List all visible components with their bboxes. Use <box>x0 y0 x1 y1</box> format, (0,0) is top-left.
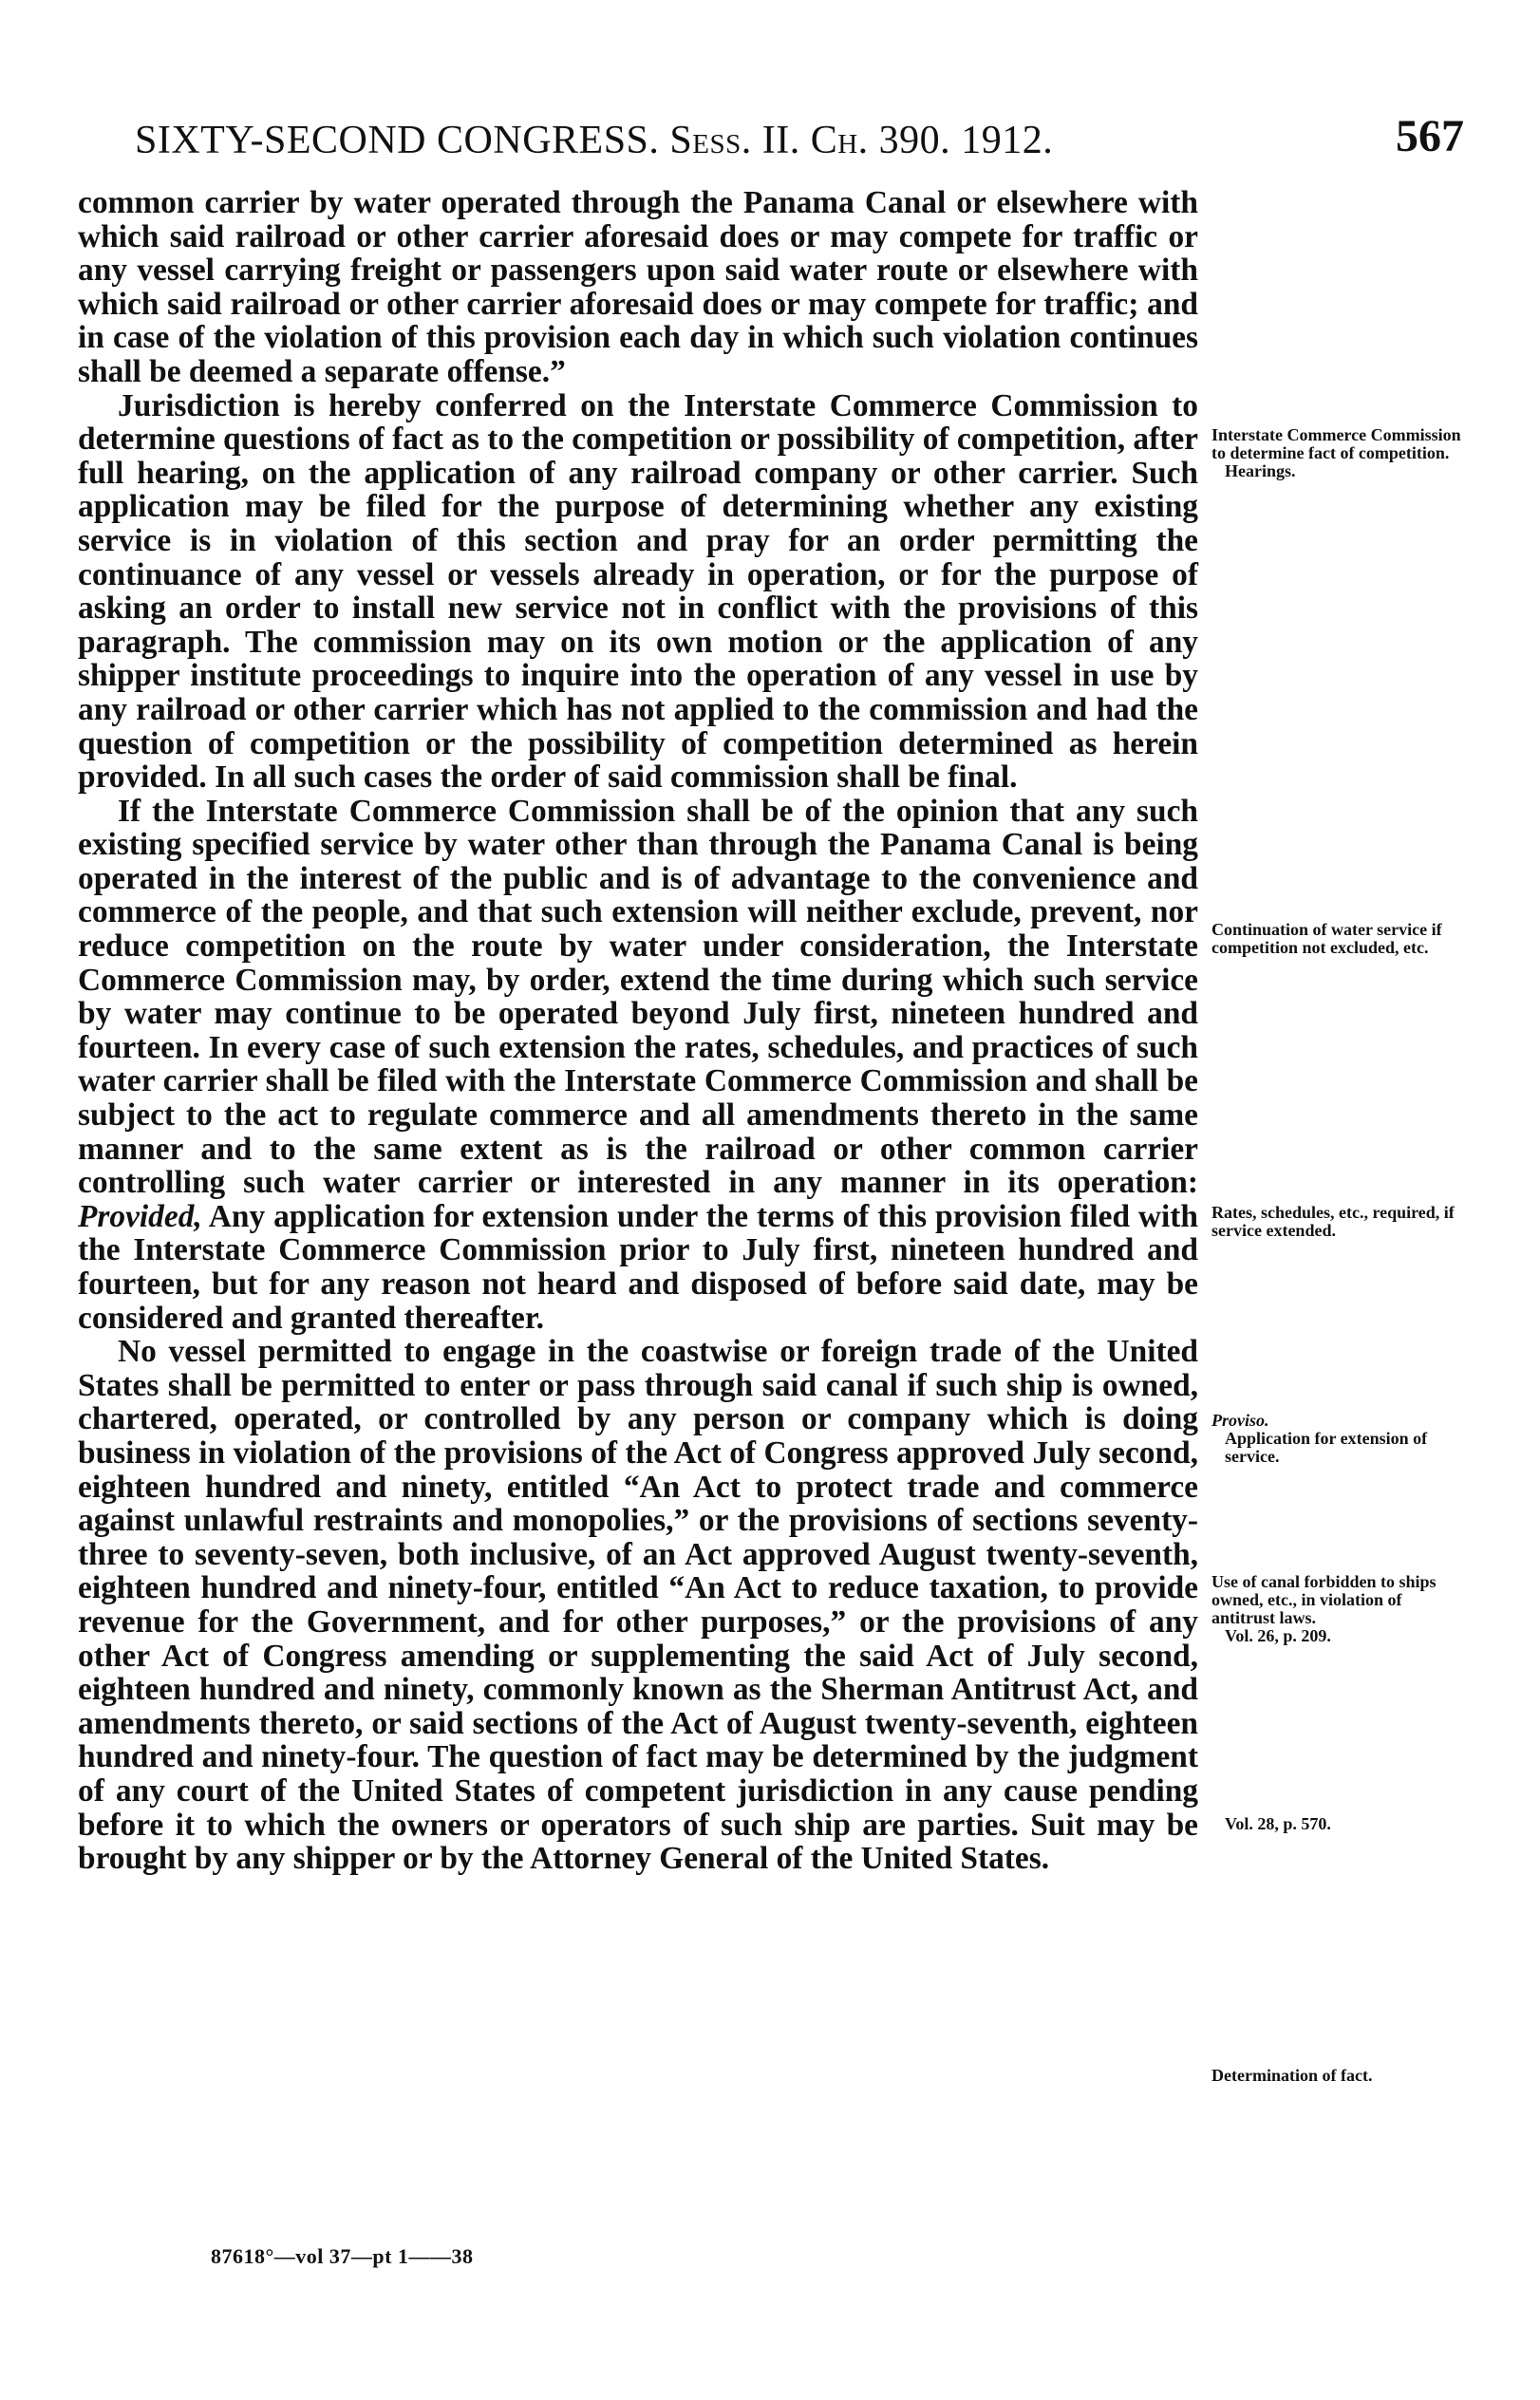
vol26-reference: Vol. 26, p. 209. <box>1225 1626 1331 1645</box>
proviso-text: Any application for extension under the terms of this provision filed with the Interstate Commerce Commission prior to July first, nineteen hundred and fourteen, but for any reason not heard and disposed of before said date, may be considered and granted thereafter. <box>78 1198 1198 1336</box>
chapter-label: Ch. 390. <box>810 119 951 162</box>
margin-note-proviso <box>1211 1412 1463 1466</box>
paragraph-antitrust: No vessel permitted to engage in the coastwise or foreign trade of the United States shall be permitted to enter or pass through said canal if such ship is owned, chartered, operated, or controlled by any person or company which is doing business in violation of the provisions of the Act of Congress approved July second, eighteen hundred and ninety, entitled “An Act to protect trade and commerce against unlawful restraints and monopolies,” or the provisions of sections seventy-three to seventy-seven, both inclusive, of an Act approved August twenty-seventh, eighteen hundred and ninety-four, entitled “An Act to reduce taxation, to provide revenue for the Government, and for other purposes,” or the provisions of any other Act of Congress amending or supplementing the said Act of July second, eighteen hundred and ninety, commonly known as the Sherman Antitrust Act, and amendments thereto, or said sections of the Act of August twenty-seventh, eighteen hundred and ninety-four. The question of fact may be determined by the judgment of any court of the United States of competent jurisdiction in any cause pending before it to which the owners or operators of such ship are parties. Suit may be brought by any shipper or by the Attorney General of the United States. <box>78 1334 1198 1877</box>
paragraph-continuation: common carrier by water operated through the Panama Canal or elsewhere with which said railroad or other carrier aforesaid does or may compete for traffic or any vessel carrying freight or passengers upon said water route or elsewhere with which said railroad or other carrier aforesaid does or may compete for traffic; and in case of the violation of this provision each day in which such violation continues shall be deemed a separate offense.” <box>78 185 1198 389</box>
extension-text: If the Interstate Commerce Commission shall be of the opinion that any such existing specified service by water other than through the Panama Canal is being operated in the interest of the public and is of advantage to the convenience and commerce of the people, and that such extension will neither exclude, prevent, nor reduce competition on the route by water under consideration, the Interstate Commerce Commission may, by order, extend the time during which such service by water may continue to be operated beyond July first, nineteen hundred and fourteen. In every case of such extension the rates, schedules, and practices of such water carrier shall be filed with the Interstate Commerce Commission and shall be subject to the act to regulate commerce and all amendments thereto in the same manner and to the same extent as is the railroad or other common carrier controlling such water carrier or interested in any manner in its operation: <box>78 793 1198 1201</box>
running-header <box>135 112 1464 169</box>
print-signature: 87618°—vol 37—pt 1——38 <box>211 2244 474 2268</box>
proviso-note: Application for extension of service. <box>1225 1429 1428 1466</box>
page-number: 567 <box>1396 111 1464 161</box>
margin-note-icc <box>1211 426 1463 480</box>
proviso-word: Provided, <box>78 1198 202 1234</box>
vol28-reference: Vol. 28, p. 570. <box>1225 1814 1331 1833</box>
proviso-label: Proviso. <box>1211 1411 1269 1430</box>
margin-note-hearings: Hearings. <box>1225 461 1296 480</box>
margin-note-continuation: Continuation of water service if competition not excluded, etc. <box>1211 920 1442 957</box>
paragraph-extension <box>78 795 1198 1336</box>
margin-note-icc-text: Interstate Commerce Commission to determine fact of competition. <box>1211 425 1461 462</box>
congress-name: SIXTY-SECOND CONGRESS. <box>135 119 660 162</box>
margin-note-canal-use <box>1211 1573 1463 1645</box>
margin-note-rates: Rates, schedules, etc., required, if service extended. <box>1211 1203 1455 1240</box>
canal-use-text: Use of canal forbidden to ships owned, etc., in violation of antitrust laws. <box>1211 1572 1437 1627</box>
statute-text <box>78 186 1198 1876</box>
margin-note-determination: Determination of fact. <box>1211 2066 1373 2085</box>
session-label: Sess. II. <box>669 119 800 162</box>
paragraph-jurisdiction: Jurisdiction is hereby conferred on the Interstate Commerce Commission to determine questions of fact as to the competition or possibility of competition, after full hearing, on the application of any railroad company or other carrier. Such application may be filed for the purpose of determining whether any existing service is in violation of this section and pray for an order permitting the continuance of any vessel or vessels already in operation, or for the purpose of asking an order to install new service not in conflict with the provisions of this paragraph. The commission may on its own motion or the application of any shipper institute proceedings to inquire into the operation of any vessel in use by any railroad or other carrier which has not applied to the commission and had the question of competition or the possibility of competition determined as herein provided. In all such cases the order of said commission shall be final. <box>78 387 1198 796</box>
year-label: 1912. <box>961 119 1054 162</box>
header-title <box>135 112 1053 169</box>
